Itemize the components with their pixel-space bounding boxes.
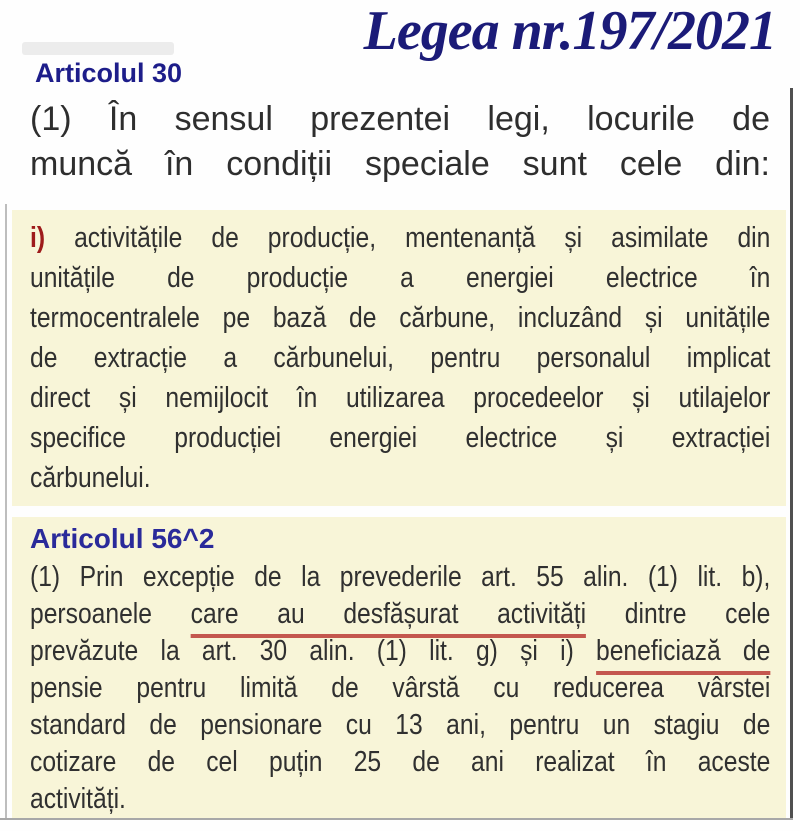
article-30-paragraph xyxy=(30,97,770,187)
text-line: direct și nemijlocit în utilizarea procedeelor și utilajelor xyxy=(30,382,771,414)
left-border-line xyxy=(5,204,7,820)
text-line xyxy=(30,633,770,670)
article-30-heading: Articolul 30 xyxy=(35,58,183,88)
text-line: cărbunelui. xyxy=(30,462,151,494)
letter-i-paragraph xyxy=(30,218,770,498)
letter-i-highlight-box xyxy=(12,210,786,506)
article-56-section xyxy=(12,517,786,818)
erased-artifact xyxy=(22,42,174,55)
underlined-phrase-1: care au desfășurat activități xyxy=(191,598,587,638)
text-line: de extracție a cărbunelui, pentru personalul implicat xyxy=(30,342,771,374)
text-line: (1) Prin excepție de la prevederile art. 55 alin. (1) lit. b), xyxy=(30,561,771,593)
text-line: muncă în condiții speciale sunt cele din: xyxy=(30,145,770,183)
text-line: (1) În sensul prezentei legi, locurile de xyxy=(30,100,770,138)
right-border-line xyxy=(790,88,793,820)
text-segment: persoanele xyxy=(30,598,152,630)
underlined-phrase-2: beneficiază de xyxy=(596,635,770,675)
text-line: unitățile de producție a energiei electrice în xyxy=(30,262,771,294)
article-56-paragraph xyxy=(30,559,770,818)
text-line: activități. xyxy=(30,783,126,815)
document-title: Legea nr.197/2021 xyxy=(363,0,776,62)
letter-i-marker: i) xyxy=(30,222,46,254)
article-56-heading: Articolul 56^2 xyxy=(30,523,215,554)
text-segment: activitățile de producție, mentenanță și asimilate din xyxy=(74,222,771,254)
text-segment: dintre cele xyxy=(624,598,771,630)
text-line: termocentralele pe bază de cărbune, incluzând și unitățile xyxy=(30,302,771,334)
text-line: specifice producției energiei electrice și extracției xyxy=(30,422,771,454)
text-line: standard de pensionare cu 13 ani, pentru un stagiu de xyxy=(30,709,771,741)
text-segment: prevăzute la art. 30 alin. (1) lit. g) și i) xyxy=(30,635,574,667)
text-line: pensie pentru limită de vârstă cu reducerea vârstei xyxy=(30,672,771,704)
text-line: cotizare de cel puțin 25 de ani realizat în aceste xyxy=(30,746,771,778)
text-line xyxy=(30,596,770,633)
text-line xyxy=(30,218,770,258)
bottom-border-line xyxy=(0,818,793,820)
